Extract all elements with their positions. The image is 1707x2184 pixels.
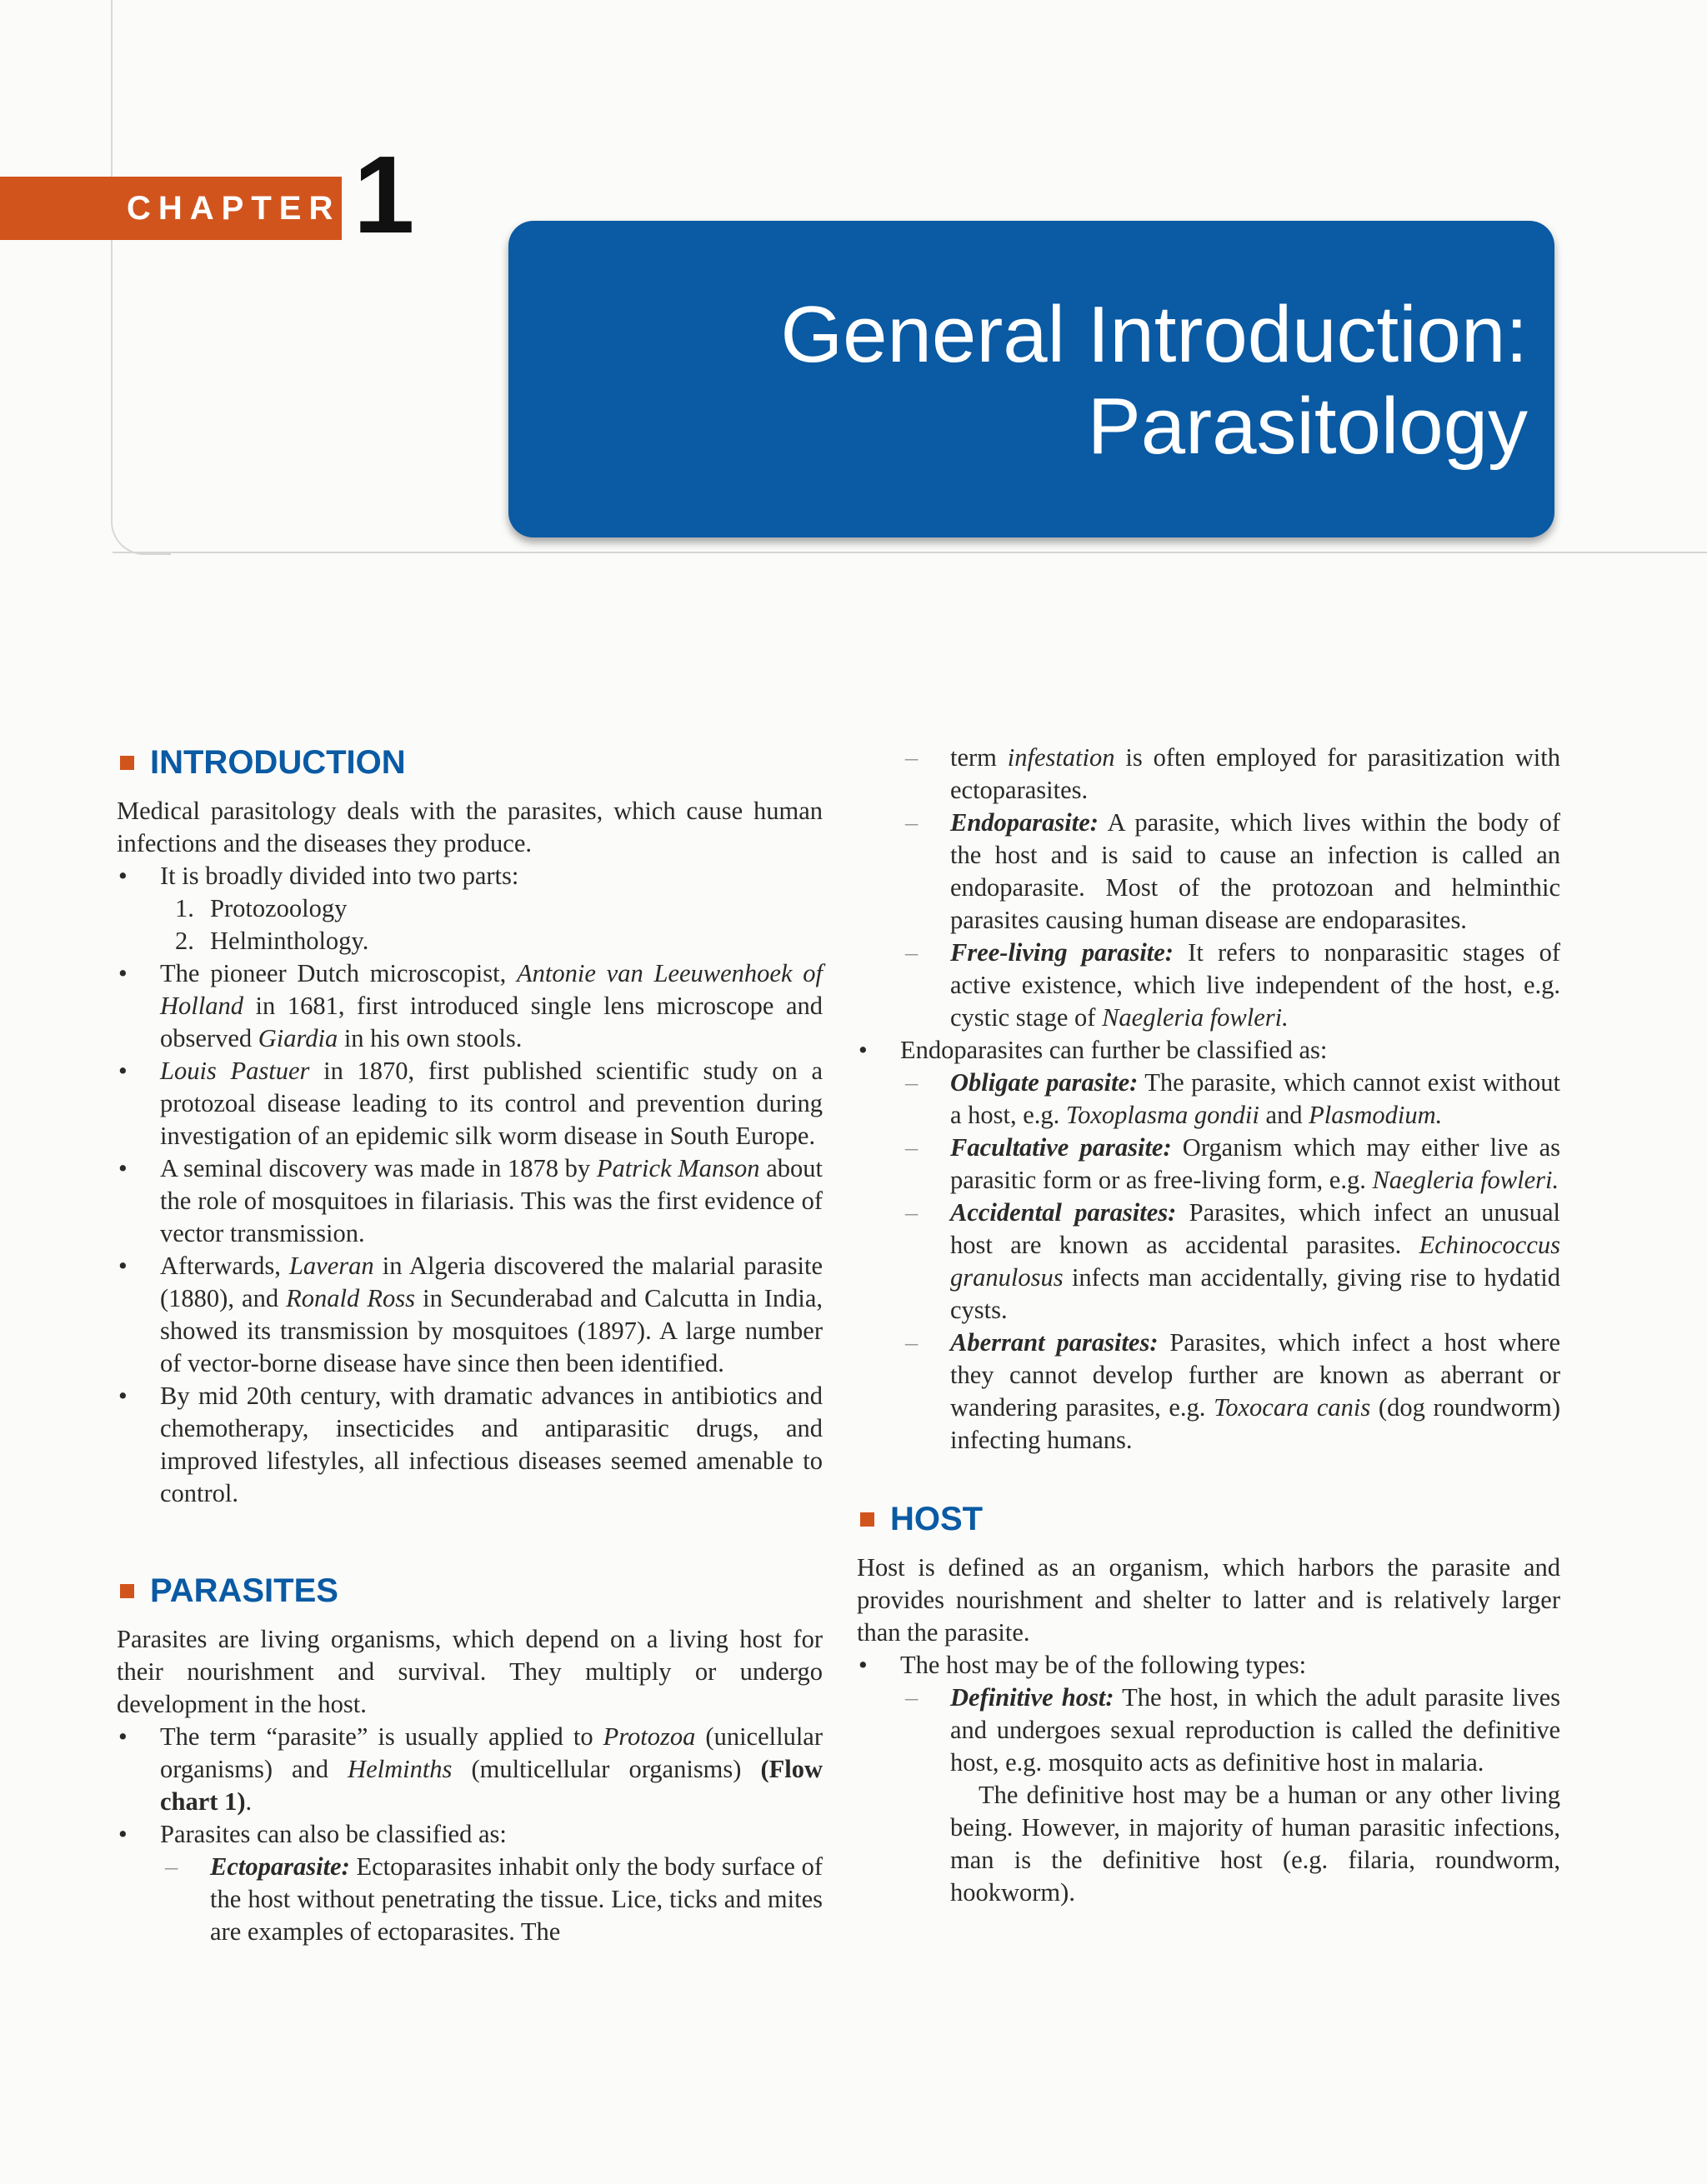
list-item: • Parasites can also be classified as:: [117, 1818, 823, 1851]
host-list: [857, 1649, 1560, 1779]
left-column: [117, 742, 823, 1948]
list-item: • The term “parasite” is usually applied to Protozoa (unicellular organisms) and Helminths (multicellular organisms) (Flow chart 1).: [117, 1721, 823, 1818]
list-item: • The pioneer Dutch microscopist, Antonie van Leeuwenhoek of Holland in 1681, first introduced single lens microscope and observed Giardia in his own stools.: [117, 957, 823, 1055]
section-heading-host: HOST: [857, 1498, 1560, 1540]
sub-item-endoparasite: – Endoparasite: A parasite, which lives within the body of the host and is said to cause an infection is called an endoparasite. Most of the protozoan and helminthic parasites causing human disease are endoparasites.: [857, 807, 1560, 937]
list-item: • Endoparasites can further be classified as:: [857, 1034, 1560, 1067]
chapter-tab: [0, 177, 342, 240]
sub-item-aberrant: – Aberrant parasites: Parasites, which infect a host where they cannot develop further are known as aberrant or wandering parasites, e.g. Toxocara canis (dog roundworm) infecting humans.: [857, 1327, 1560, 1457]
chapter-title-line-1: General Introduction:: [780, 290, 1528, 379]
parasites-list: [117, 1721, 823, 1948]
chapter-number: 1: [353, 133, 415, 256]
heading-bullet-square: [120, 1584, 134, 1598]
list-item: • By mid 20th century, with dramatic advances in antibiotics and chemotherapy, insecticides and antiparasitic drugs, and improved lifestyles, all infectious diseases seemed amenable to control.: [117, 1380, 823, 1510]
heading-bullet-square: [860, 1512, 874, 1527]
sub-item-facultative: – Facultative parasite: Organism which may either live as parasitic form or as free-living form, e.g. Naegleria fowleri.: [857, 1132, 1560, 1197]
section-heading-introduction: INTRODUCTION: [117, 742, 823, 783]
sub-item-definitive-host: – Definitive host: The host, in which the adult parasite lives and undergoes sexual reproduction is called the definitive host, e.g. mosquito acts as definitive host in malaria.: [857, 1682, 1560, 1779]
introduction-list: [117, 860, 823, 1510]
sub-item-accidental: – Accidental parasites: Parasites, which infect an unusual host are known as accidental parasites. Echinococcus granulosus infects man accidentally, giving rise to hydatid cysts.: [857, 1197, 1560, 1327]
chapter-title-line-2: Parasitology: [1087, 382, 1528, 471]
header-frame-rule: [113, 552, 1707, 553]
heading-bullet-square: [120, 756, 134, 770]
definitive-host-paragraph: The definitive host may be a human or any other living being. However, in majority of human parasitic infections, man is the definitive host (e.g. filaria, roundworm, hookworm).: [950, 1781, 1560, 1907]
header-frame-line: [111, 0, 113, 517]
list-item: • Louis Pastuer in 1870, first published scientific study on a protozoal disease leading to its control and prevention during investigation of an epidemic silk worm disease in South Europe.: [117, 1055, 823, 1152]
introduction-paragraph: Medical parasitology deals with the parasites, which cause human infections and the diseases they produce.: [117, 797, 823, 857]
numbered-item: 1. Protozoology: [175, 894, 348, 922]
list-item: • It is broadly divided into two parts:: [117, 860, 823, 892]
sub-item-free-living: – Free-living parasite: It refers to nonparasitic stages of active existence, which live independent of the host, e.g. cystic stage of Naegleria fowleri.: [857, 937, 1560, 1034]
parasites-list-continued: [857, 742, 1560, 1457]
sub-item-continuation: – term infestation is often employed for parasitization with ectoparasites.: [857, 742, 1560, 807]
right-column: [857, 742, 1560, 1909]
parasites-paragraph: Parasites are living organisms, which depend on a living host for their nourishment and survival. They multiply or undergo development in the host.: [117, 1625, 823, 1718]
chapter-title-box: [508, 221, 1554, 537]
list-item: • Afterwards, Laveran in Algeria discovered the malarial parasite (1880), and Ronald Ross in Secunderabad and Calcutta in India, showed its transmission by mosquitoes (1897). A large number of vector-borne disease have since then been identified.: [117, 1250, 823, 1380]
host-paragraph: Host is defined as an organism, which harbors the parasite and provides nourishment and shelter to latter and is relatively larger than the parasite.: [857, 1553, 1560, 1647]
section-heading-parasites: PARASITES: [117, 1570, 823, 1612]
sub-item-ectoparasite: – Ectoparasite: Ectoparasites inhabit only the body surface of the host without penetrating the tissue. Lice, ticks and mites are examples of ectoparasites. The: [117, 1851, 823, 1948]
chapter-label: CHAPTER: [127, 190, 341, 227]
sub-item-obligate: – Obligate parasite: The parasite, which cannot exist without a host, e.g. Toxoplasma gondii and Plasmodium.: [857, 1067, 1560, 1132]
list-item: • The host may be of the following types:: [857, 1649, 1560, 1682]
list-item: • A seminal discovery was made in 1878 by Patrick Manson about the role of mosquitoes in filariasis. This was the first evidence of vector transmission.: [117, 1152, 823, 1250]
header-frame-corner: [111, 500, 171, 555]
numbered-item: 2. Helminthology.: [175, 927, 369, 955]
